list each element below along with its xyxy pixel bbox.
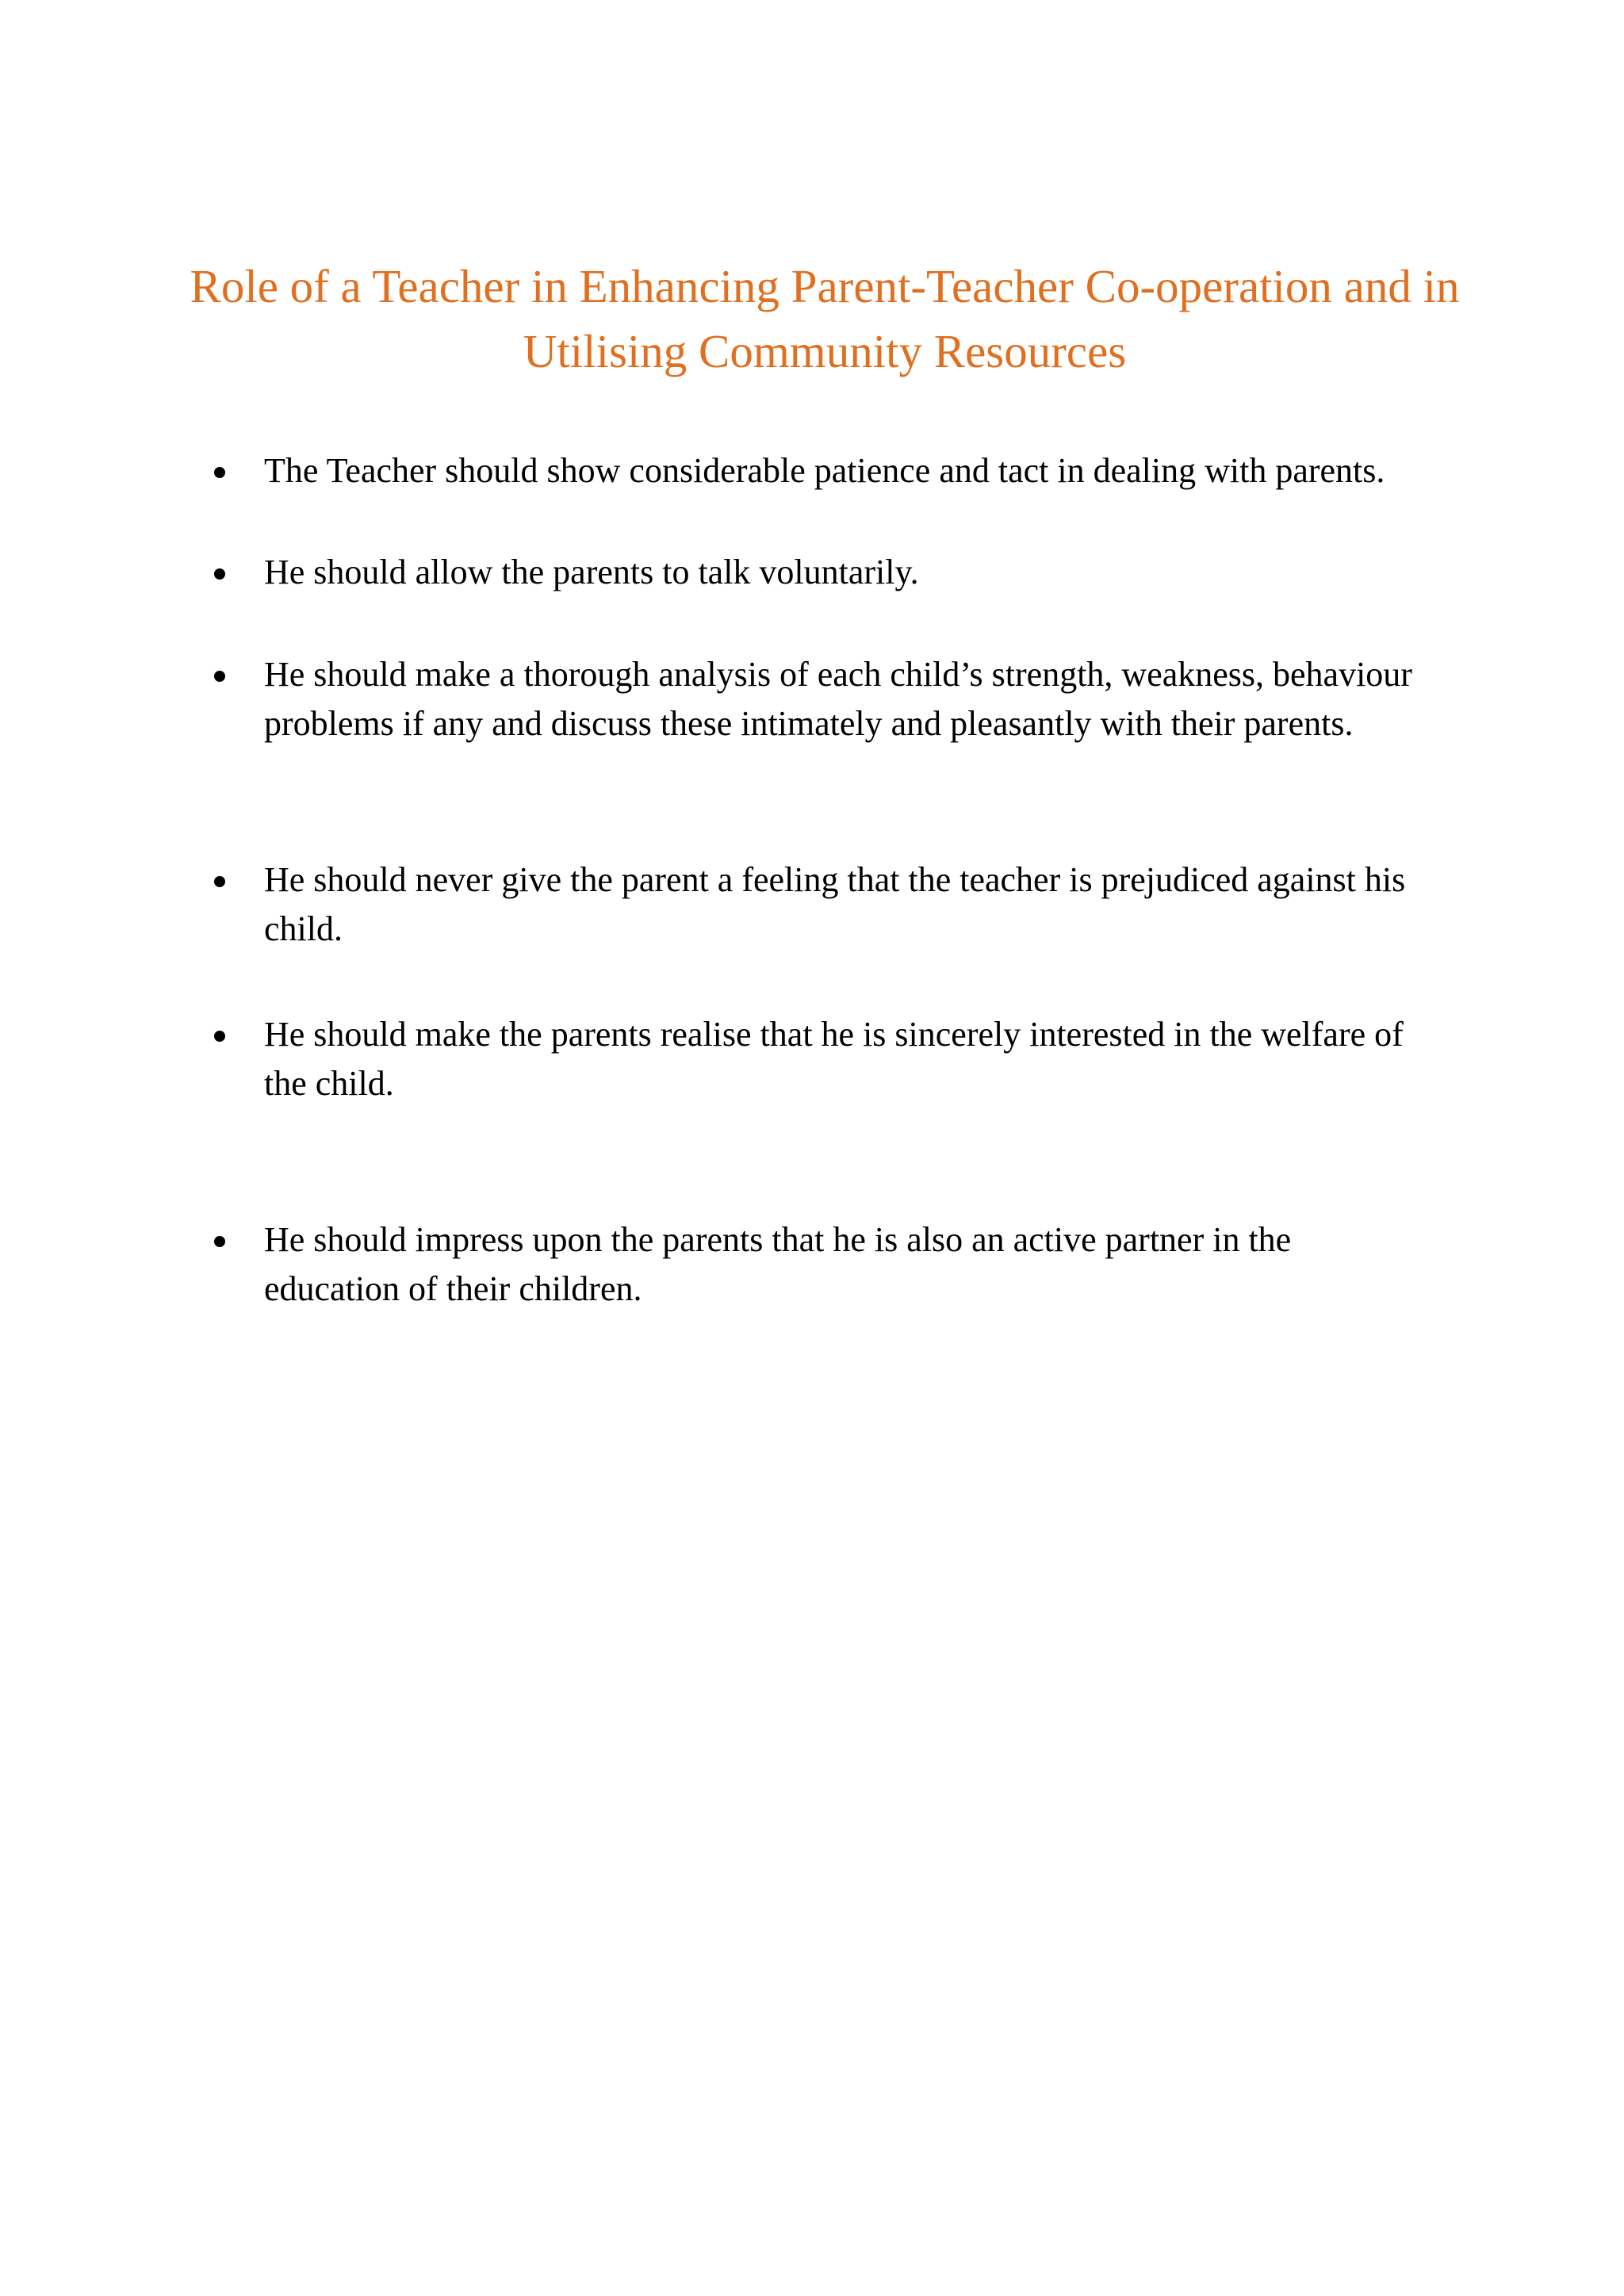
list-item: [214, 855, 1554, 954]
list-item-line: problems if any and discuss these intimately and pleasantly with their parents.: [264, 704, 1354, 743]
list-item: [214, 1215, 1554, 1314]
list-item-line: He should make a thorough analysis of each child’s strength, weakness, behaviour: [264, 655, 1412, 694]
list-item: [214, 446, 1554, 496]
list-item-line: The Teacher should show considerable patience and tact in dealing with parents.: [264, 451, 1385, 490]
list-item-text: [264, 446, 1554, 496]
bullet-dot-icon: [214, 1236, 225, 1247]
list-item: [214, 548, 1554, 597]
list-item-text: [264, 1215, 1554, 1314]
bullet-dot-icon: [214, 568, 225, 580]
page-title-line: Role of a Teacher in Enhancing Parent-Teacher Co-operation and in: [190, 260, 1460, 312]
bullet-dot-icon: [214, 876, 225, 887]
list-item-text: [264, 650, 1554, 748]
page-title-line: Utilising Community Resources: [523, 325, 1127, 377]
list-item-line: He should make the parents realise that he is sincerely interested in the welfare of: [264, 1015, 1404, 1054]
list-item-line: He should never give the parent a feeling that the teacher is prejudiced against his: [264, 860, 1406, 899]
bullet-dot-icon: [214, 671, 225, 682]
list-item-text: [264, 855, 1554, 954]
bullet-dot-icon: [214, 467, 225, 478]
list-item-line: child.: [264, 909, 343, 948]
list-item: [214, 1010, 1554, 1108]
bullet-dot-icon: [214, 1031, 225, 1042]
list-item-text: [264, 548, 1554, 597]
list-item-line: education of their children.: [264, 1269, 642, 1308]
page-title: [119, 254, 1530, 384]
list-item-line: the child.: [264, 1064, 394, 1103]
list-item-line: He should impress upon the parents that he is also an active partner in the: [264, 1220, 1292, 1259]
list-item: [214, 650, 1554, 748]
list-item-line: He should allow the parents to talk voluntarily.: [264, 553, 919, 591]
list-item-text: [264, 1010, 1554, 1108]
